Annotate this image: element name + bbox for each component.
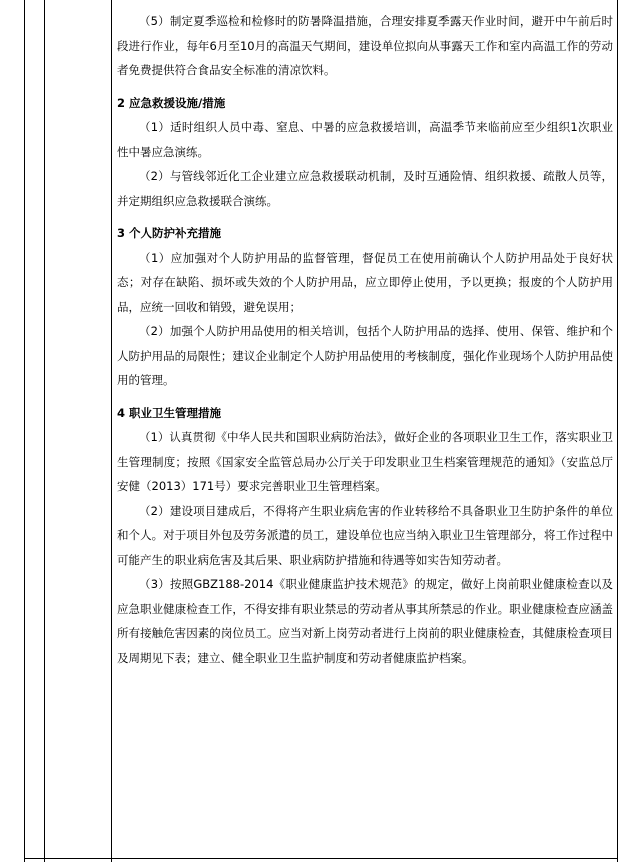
paragraph-health-surveillance: （3）按照GBZ188-2014《职业健康监护技术规范》的规定，做好上岗前职业健康检查以及应急职业健康检查工作，不得安排有职业禁忌的劳动者从事其所禁忌的作业。职业健康检查应涵盖所有接触危害因素的岗位员工。应当对新上岗劳动者进行上岗前的职业健康检查，其健康检查项目及周期见下表；建立、健全职业卫生监护制度和劳动者健康监护档案。: [117, 577, 613, 665]
paragraph-ppe-training: （2）加强个人防护用品使用的相关培训，包括个人防护用品的选择、使用、保管、维护和个人防护用品的局限性；建议企业制定个人防护用品使用的考核制度，强化作业现场个人防护用品使用的管理。: [117, 324, 613, 387]
paragraph-no-transfer-hazard: （2）建设项目建成后，不得将产生职业病危害的作业转移给不具备职业卫生防护条件的单位和个人。对于项目外包及劳务派遣的员工，建设单位也应当纳入职业卫生管理部分，将工作过程中可能产生的职业病危害及其后果、职业病防护措施和待遇等如实告知劳动者。: [117, 503, 613, 567]
table-border-left: [24, 0, 25, 862]
document-content: [117, 9, 613, 670]
table-border-right: [617, 0, 618, 862]
table-column-divider-2: [111, 0, 112, 862]
paragraph-emergency-training: （1）适时组织人员中毒、窒息、中暑的应急救援培训，高温季节来临前应至少组织1次职业性中暑应急演练。: [117, 120, 613, 159]
table-column-divider-1: [44, 0, 45, 862]
table-border-bottom: [24, 858, 618, 859]
paragraph-summer-heat-measures: （5）制定夏季巡检和检修时的防暑降温措施，合理安排夏季露天作业时间，避开中午前后时段进行作业，每年6月至10月的高温天气期间，建设单位拟向从事露天工作和室内高温工作的劳动者免费提供符合食品安全标准的清凉饮料。: [117, 14, 613, 77]
heading-personal-protection: 3 个人防护补充措施: [117, 226, 222, 240]
paragraph-emergency-linkage: （2）与管线邻近化工企业建立应急救援联动机制，及时互通险情、组织救援、疏散人员等，并定期组织应急救援联合演练。: [117, 169, 613, 208]
paragraph-ppe-supervision: （1）应加强对个人防护用品的监督管理，督促员工在使用前确认个人防护用品处于良好状态；对存在缺陷、损坏或失效的个人防护用品，应立即停止使用，予以更换；报废的个人防护用品，应统一回收和销毁，避免误用；: [117, 250, 613, 314]
paragraph-law-implementation: （1）认真贯彻《中华人民共和国职业病防治法》，做好企业的各项职业卫生工作，落实职业卫生管理制度；按照《国家安全监管总局办公厅关于印发职业卫生档案管理规范的通知》（安监总厅安健（2013）171号）要求完善职业卫生管理档案。: [117, 430, 613, 493]
heading-emergency-rescue: 2 应急救援设施/措施: [117, 95, 226, 110]
heading-occupational-health-management: 4 职业卫生管理措施: [117, 405, 222, 420]
